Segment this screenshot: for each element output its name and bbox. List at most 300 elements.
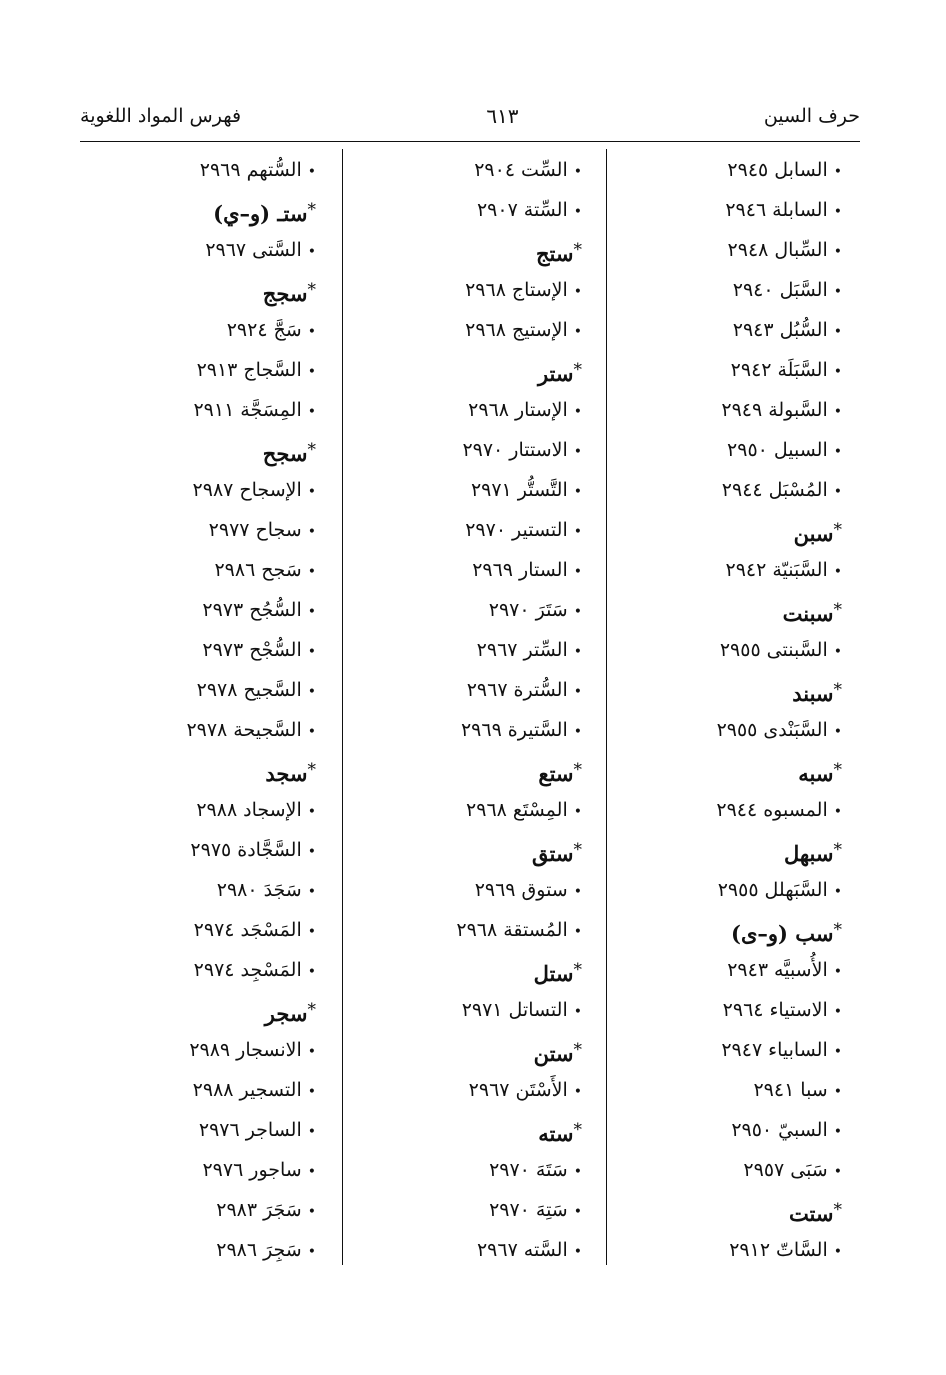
- bullet-marker: •: [573, 204, 582, 220]
- bullet-marker: •: [833, 204, 842, 220]
- index-entry: [610, 230, 842, 270]
- index-entry: [610, 1070, 842, 1110]
- entry-number: ٢٩٧٣: [202, 599, 244, 621]
- entry-number: ٢٩٠٧: [476, 199, 518, 221]
- root-word: سجح: [262, 441, 308, 466]
- root-word: ستـ (و–ي): [213, 201, 308, 226]
- entry-number: ٢٩٤٨: [727, 239, 769, 261]
- entry-number: ٢٩٨٦: [216, 1239, 258, 1261]
- entry-word: المِسْتَع: [512, 799, 568, 821]
- bullet-marker: •: [307, 484, 316, 500]
- entry-word: السُّترة: [513, 679, 568, 701]
- index-entry: [610, 390, 842, 430]
- bullet-marker: •: [833, 1124, 842, 1140]
- entry-number: ٢٩٥٠: [727, 439, 768, 461]
- entry-number: ٢٩٨٨: [192, 1079, 234, 1101]
- entry-number: ٢٩٠٤: [474, 159, 516, 181]
- bullet-marker: •: [573, 724, 582, 740]
- bullet-marker: •: [307, 724, 316, 740]
- bullet-marker: •: [573, 444, 582, 460]
- root-heading: [346, 750, 582, 790]
- root-heading: [346, 1030, 582, 1070]
- bullet-marker: •: [833, 964, 842, 980]
- index-entry: [610, 310, 842, 350]
- root-word: سبند: [792, 681, 834, 706]
- entry-word: سَتَهَ: [535, 1159, 568, 1181]
- index-entry: [610, 150, 842, 190]
- entry-number: ٢٩٤٣: [732, 319, 774, 341]
- index-column-right: [610, 150, 842, 1266]
- index-entry: [346, 550, 582, 590]
- index-entry: [84, 1150, 316, 1190]
- index-entry: [84, 1190, 316, 1230]
- entry-word: السبيّ: [778, 1119, 828, 1141]
- root-heading: [346, 230, 582, 270]
- bullet-marker: •: [573, 1004, 582, 1020]
- root-heading: [610, 510, 842, 550]
- index-entry: [84, 1110, 316, 1150]
- root-heading: [346, 950, 582, 990]
- entry-number: ٢٩٧٠: [488, 599, 530, 621]
- entry-number: ٢٩٦٨: [465, 279, 506, 301]
- root-heading: [84, 270, 316, 310]
- root-word: ستت: [788, 1201, 834, 1226]
- index-entry: [610, 550, 842, 590]
- entry-word: الإسجاح: [239, 479, 302, 501]
- index-entry: [84, 630, 316, 670]
- index-entry: [346, 430, 582, 470]
- bullet-marker: •: [573, 604, 582, 620]
- root-heading: [346, 830, 582, 870]
- entry-word: السَّجاج: [243, 359, 302, 381]
- entry-number: ٢٩٧١: [470, 479, 512, 501]
- root-word: ستر: [537, 361, 574, 386]
- bullet-marker: •: [307, 604, 316, 620]
- entry-number: ٢٩٦٨: [468, 399, 509, 421]
- entry-number: ٢٩٤٥: [727, 159, 769, 181]
- entry-number: ٢٩٧٨: [196, 679, 238, 701]
- bullet-marker: •: [833, 364, 842, 380]
- entry-number: ٢٩٤٧: [721, 1039, 763, 1061]
- entry-number: ٢٩١٣: [196, 359, 238, 381]
- entry-number: ٢٩٧٠: [489, 1159, 530, 1181]
- entry-number: ٢٩٥٥: [716, 719, 758, 741]
- bullet-marker: •: [307, 644, 316, 660]
- entry-number: ٢٩٧٤: [193, 959, 235, 981]
- entry-number: ٢٩٦٧: [476, 1239, 518, 1261]
- entry-number: ٢٩٥٥: [719, 639, 761, 661]
- index-entry: [84, 1070, 316, 1110]
- root-word: ستج: [536, 241, 574, 266]
- index-entry: [346, 870, 582, 910]
- index-entry: [610, 1230, 842, 1270]
- entry-word: المسبوه: [763, 799, 828, 821]
- root-heading: [346, 350, 582, 390]
- index-entry: [346, 1070, 582, 1110]
- index-entry: [346, 270, 582, 310]
- index-entry: [84, 870, 316, 910]
- entry-number: ٢٩٦٤: [722, 999, 764, 1021]
- bullet-marker: •: [307, 404, 316, 420]
- bullet-marker: •: [833, 324, 842, 340]
- bullet-marker: •: [573, 1244, 582, 1260]
- root-word: سبهل: [783, 841, 834, 866]
- entry-word: السَّبَنيّة: [772, 559, 828, 581]
- asterisk-marker: *: [833, 520, 842, 540]
- bullet-marker: •: [573, 684, 582, 700]
- entry-number: ٢٩٦٩: [472, 559, 514, 581]
- entry-number: ٢٩٥٥: [717, 879, 759, 901]
- index-entry: [84, 230, 316, 270]
- entry-number: ٢٩٨٧: [192, 479, 234, 501]
- bullet-marker: •: [307, 564, 316, 580]
- index-entry: [610, 630, 842, 670]
- bullet-marker: •: [573, 484, 582, 500]
- asterisk-marker: *: [573, 240, 582, 260]
- bullet-marker: •: [307, 364, 316, 380]
- bullet-marker: •: [573, 564, 582, 580]
- entry-number: ٢٩٨٦: [214, 559, 256, 581]
- entry-number: ٢٩٤٩: [721, 399, 763, 421]
- index-entry: [346, 470, 582, 510]
- entry-number: ٢٩٧٣: [202, 639, 244, 661]
- index-entry: [84, 830, 316, 870]
- bullet-marker: •: [307, 964, 316, 980]
- entry-word: السُّبُل: [779, 319, 828, 341]
- entry-word: الاستياء: [769, 999, 828, 1021]
- root-heading: [84, 430, 316, 470]
- entry-number: ٢٩١١: [193, 399, 235, 421]
- bullet-marker: •: [573, 644, 582, 660]
- index-entry: [346, 1190, 582, 1230]
- entry-word: السَّبَل: [779, 279, 828, 301]
- entry-word: التسجير: [239, 1079, 302, 1101]
- entry-word: الإسجاد: [243, 799, 302, 821]
- entry-word: السابل: [774, 159, 828, 181]
- entry-word: الستار: [519, 559, 568, 581]
- entry-word: سجاح: [255, 519, 302, 541]
- entry-word: السَّتيرة: [507, 719, 568, 741]
- index-entry: [346, 710, 582, 750]
- asterisk-marker: *: [573, 1120, 582, 1140]
- entry-word: السُّجْح: [249, 639, 302, 661]
- entry-number: ٢٩٧٦: [202, 1159, 244, 1181]
- asterisk-marker: *: [833, 1200, 842, 1220]
- index-entry: [610, 270, 842, 310]
- bullet-marker: •: [307, 244, 316, 260]
- entry-word: المُستقة: [503, 919, 568, 941]
- index-entry: [346, 590, 582, 630]
- entry-number: ٢٩٧٦: [198, 1119, 240, 1141]
- asterisk-marker: *: [573, 1040, 582, 1060]
- entry-word: الإستاج: [511, 279, 568, 301]
- entry-number: ٢٩٦٩: [474, 879, 516, 901]
- entry-number: ٢٩٧٥: [190, 839, 232, 861]
- index-entry: [610, 790, 842, 830]
- index-entry: [84, 590, 316, 630]
- index-entry: [84, 310, 316, 350]
- index-entry: [610, 350, 842, 390]
- index-entry: [610, 950, 842, 990]
- index-entry: [84, 670, 316, 710]
- bullet-marker: •: [573, 164, 582, 180]
- bullet-marker: •: [307, 1044, 316, 1060]
- bullet-marker: •: [307, 884, 316, 900]
- root-heading: [610, 1190, 842, 1230]
- entry-word: السُّتهم: [246, 159, 302, 181]
- bullet-marker: •: [833, 724, 842, 740]
- index-entry: [84, 1030, 316, 1070]
- root-heading: [346, 1110, 582, 1150]
- entry-number: ٢٩٤٢: [730, 359, 772, 381]
- index-entry: [346, 790, 582, 830]
- root-word: سبنت: [782, 601, 834, 626]
- entry-word: السَّبَنْدى: [763, 719, 828, 741]
- entry-number: ٢٩٢٤: [226, 319, 268, 341]
- bullet-marker: •: [573, 1084, 582, 1100]
- entry-word: الإستيج: [511, 319, 568, 341]
- bullet-marker: •: [833, 1044, 842, 1060]
- entry-word: السِّبال: [774, 239, 828, 261]
- root-word: ستن: [533, 1041, 574, 1066]
- header-right-title: حرف السين: [763, 105, 860, 127]
- asterisk-marker: *: [833, 680, 842, 700]
- index-entry: [84, 550, 316, 590]
- entry-number: ٢٩٦٨: [466, 799, 507, 821]
- root-word: سبن: [793, 521, 834, 546]
- entry-word: التستير: [512, 519, 568, 541]
- entry-word: سَبَى: [790, 1159, 828, 1181]
- entry-word: التساتل: [508, 999, 568, 1021]
- entry-word: السَّته: [523, 1239, 568, 1261]
- entry-number: ٢٩٤٤: [721, 479, 763, 501]
- entry-word: المُسْبَل: [768, 479, 828, 501]
- entry-number: ٢٩٧٨: [186, 719, 228, 741]
- index-entry: [84, 390, 316, 430]
- entry-word: السابياء: [768, 1039, 828, 1061]
- index-entry: [610, 470, 842, 510]
- index-entry: [346, 910, 582, 950]
- bullet-marker: •: [573, 324, 582, 340]
- index-entry: [346, 1230, 582, 1270]
- entry-word: السبيل: [773, 439, 828, 461]
- entry-number: ٢٩٧١: [461, 999, 503, 1021]
- index-entry: [346, 510, 582, 550]
- entry-word: السَّبولة: [768, 399, 828, 421]
- root-word: سبه: [798, 761, 834, 786]
- index-entry: [84, 470, 316, 510]
- root-word: سجر: [264, 1001, 308, 1026]
- index-entry: [346, 310, 582, 350]
- bullet-marker: •: [573, 924, 582, 940]
- entry-number: ٢٩٧٧: [208, 519, 250, 541]
- bullet-marker: •: [573, 884, 582, 900]
- entry-word: السابلة: [772, 199, 828, 221]
- bullet-marker: •: [833, 404, 842, 420]
- asterisk-marker: *: [307, 200, 316, 220]
- index-entry: [346, 670, 582, 710]
- index-column-left: [84, 150, 316, 1266]
- entry-word: السَّجيحة: [233, 719, 302, 741]
- bullet-marker: •: [573, 1204, 582, 1220]
- entry-number: ٢٩٦٧: [205, 239, 247, 261]
- bullet-marker: •: [833, 1004, 842, 1020]
- entry-word: المَسْجَد: [240, 919, 302, 941]
- bullet-marker: •: [307, 684, 316, 700]
- entry-number: ٢٩٨٣: [216, 1199, 258, 1221]
- column-divider: [342, 149, 343, 1265]
- entry-number: ٢٩٤١: [753, 1079, 795, 1101]
- entry-word: سبا: [800, 1079, 828, 1101]
- entry-word: المَسْجِد: [240, 959, 302, 981]
- entry-word: السَّبَلَة: [777, 359, 828, 381]
- index-entry: [84, 910, 316, 950]
- entry-word: سَتِهَ: [535, 1199, 568, 1221]
- bullet-marker: •: [307, 844, 316, 860]
- bullet-marker: •: [573, 1164, 582, 1180]
- entry-word: الأُسبيَّه: [774, 959, 828, 981]
- asterisk-marker: *: [833, 920, 842, 940]
- bullet-marker: •: [307, 1204, 316, 1220]
- root-heading: [84, 990, 316, 1030]
- entry-number: ٢٩٦٧: [476, 639, 518, 661]
- entry-word: السِّت: [521, 159, 568, 181]
- bullet-marker: •: [307, 804, 316, 820]
- index-entry: [610, 710, 842, 750]
- entry-word: السُّجُح: [249, 599, 302, 621]
- bullet-marker: •: [307, 1084, 316, 1100]
- asterisk-marker: *: [307, 280, 316, 300]
- header-rule: [80, 141, 860, 142]
- root-word: سته: [538, 1121, 574, 1146]
- entry-word: سَجَرَ: [263, 1199, 302, 1221]
- asterisk-marker: *: [573, 760, 582, 780]
- bullet-marker: •: [833, 484, 842, 500]
- bullet-marker: •: [573, 404, 582, 420]
- index-entry: [346, 990, 582, 1030]
- bullet-marker: •: [307, 1164, 316, 1180]
- asterisk-marker: *: [307, 760, 316, 780]
- bullet-marker: •: [833, 884, 842, 900]
- entry-number: ٢٩٦٧: [466, 679, 508, 701]
- entry-word: سَتَرَ: [535, 599, 568, 621]
- index-entry: [610, 1030, 842, 1070]
- index-entry: [84, 950, 316, 990]
- bullet-marker: •: [307, 1244, 316, 1260]
- entry-number: ٢٩٥٠: [731, 1119, 773, 1141]
- entry-number: ٢٩٦٩: [199, 159, 241, 181]
- root-word: سجد: [265, 761, 308, 786]
- bullet-marker: •: [307, 1124, 316, 1140]
- root-heading: [610, 670, 842, 710]
- header-left-title: فهرس المواد اللغوية: [80, 105, 242, 127]
- index-entry: [346, 190, 582, 230]
- bullet-marker: •: [573, 524, 582, 540]
- page-header: [80, 96, 860, 136]
- entry-number: ٢٩٧٠: [465, 519, 507, 541]
- entry-number: ٢٩٤٢: [725, 559, 767, 581]
- entry-number: ٢٩٦٨: [465, 319, 506, 341]
- bullet-marker: •: [307, 164, 316, 180]
- entry-word: سَجَّ: [273, 319, 302, 341]
- entry-word: التَّستُّر: [517, 479, 568, 501]
- root-heading: [610, 910, 842, 950]
- root-word: سب (و–ى): [731, 921, 834, 946]
- entry-word: الانسجار: [236, 1039, 302, 1061]
- root-heading: [84, 750, 316, 790]
- entry-number: ٢٩٨٠: [216, 879, 258, 901]
- bullet-marker: •: [307, 924, 316, 940]
- entry-word: الأَسْتَن: [515, 1079, 568, 1101]
- entry-word: ستوق: [521, 879, 568, 901]
- entry-number: ٢٩٨٩: [189, 1039, 231, 1061]
- root-word: ستل: [533, 961, 574, 986]
- bullet-marker: •: [833, 244, 842, 260]
- root-word: سجج: [262, 281, 308, 306]
- root-heading: [610, 750, 842, 790]
- asterisk-marker: *: [833, 840, 842, 860]
- asterisk-marker: *: [833, 760, 842, 780]
- bullet-marker: •: [833, 1244, 842, 1260]
- entry-word: السِّتر: [523, 639, 568, 661]
- index-entry: [84, 790, 316, 830]
- entry-word: السَّبنتى: [766, 639, 828, 661]
- index-entry: [346, 1150, 582, 1190]
- bullet-marker: •: [833, 284, 842, 300]
- bullet-marker: •: [833, 444, 842, 460]
- asterisk-marker: *: [573, 840, 582, 860]
- index-entry: [346, 390, 582, 430]
- entry-number: ٢٩٦٩: [460, 719, 502, 741]
- bullet-marker: •: [307, 524, 316, 540]
- asterisk-marker: *: [307, 440, 316, 460]
- index-entry: [346, 630, 582, 670]
- index-entry: [84, 510, 316, 550]
- root-word: ستع: [538, 761, 574, 786]
- entry-word: الاستتار: [509, 439, 568, 461]
- asterisk-marker: *: [307, 1000, 316, 1020]
- root-word: ستق: [532, 841, 574, 866]
- index-entry: [610, 190, 842, 230]
- index-entry: [84, 150, 316, 190]
- root-heading: [610, 590, 842, 630]
- entry-number: ٢٩٥٧: [743, 1159, 785, 1181]
- entry-word: السَّاتّ: [776, 1239, 828, 1261]
- entry-number: ٢٩٤٠: [732, 279, 774, 301]
- bullet-marker: •: [573, 284, 582, 300]
- index-column-middle: [346, 150, 582, 1266]
- index-entry: [610, 430, 842, 470]
- entry-number: ٢٩٤٤: [716, 799, 758, 821]
- entry-number: ٢٩٤٦: [725, 199, 767, 221]
- bullet-marker: •: [833, 164, 842, 180]
- entry-word: السَّجَّادة: [237, 839, 302, 861]
- page-number: ٦١٣: [486, 104, 519, 128]
- asterisk-marker: *: [833, 600, 842, 620]
- index-entry: [610, 1110, 842, 1150]
- bullet-marker: •: [833, 804, 842, 820]
- index-entry: [610, 1150, 842, 1190]
- bullet-marker: •: [573, 804, 582, 820]
- entry-word: سَجِرَ: [263, 1239, 302, 1261]
- entry-word: سَجح: [261, 559, 302, 581]
- entry-number: ٢٩٦٧: [468, 1079, 510, 1101]
- entry-word: السَّتى: [252, 239, 302, 261]
- index-entry: [346, 150, 582, 190]
- root-heading: [84, 190, 316, 230]
- entry-word: الساجر: [245, 1119, 302, 1141]
- column-divider: [606, 149, 607, 1265]
